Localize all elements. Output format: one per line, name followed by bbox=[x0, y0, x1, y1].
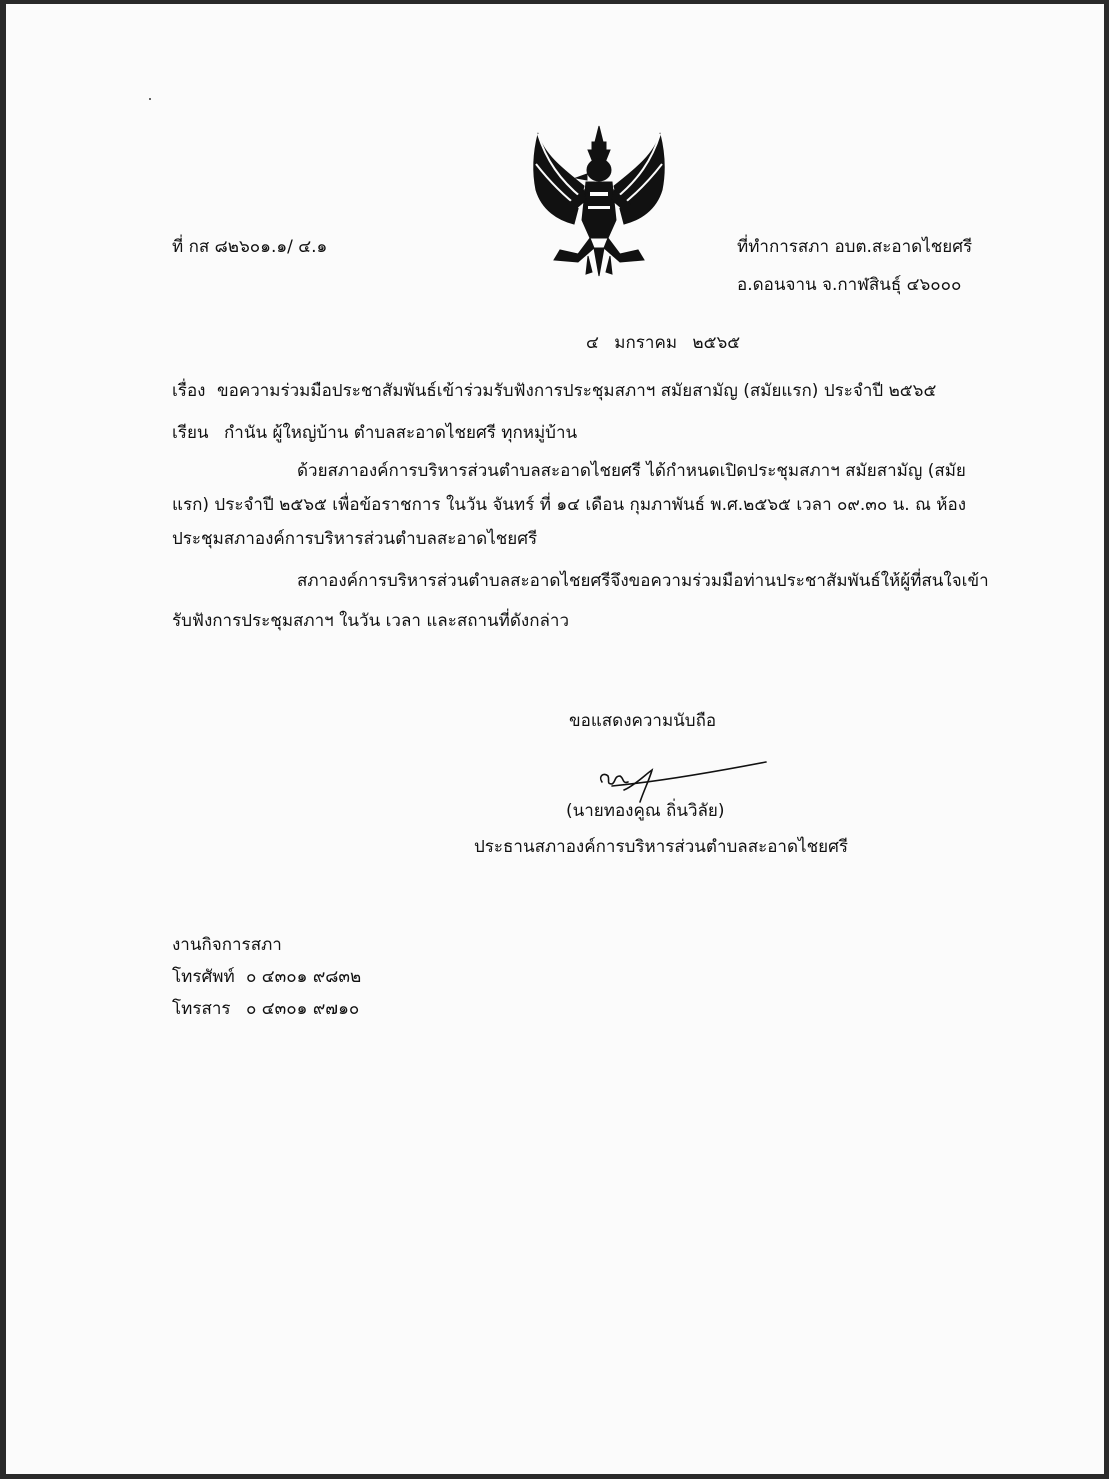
paper-speck bbox=[149, 98, 151, 100]
paragraph2-line1: สภาองค์การบริหารส่วนตำบลสะอาดไชยศรีจึงขอความร่วมมือท่านประชาสัมพันธ์ให้ผู้ที่สนใจเข้า bbox=[297, 571, 989, 591]
paragraph1-line2: แรก) ประจำปี ๒๕๖๕ เพื่อข้อราชการ ในวัน จันทร์ ที่ ๑๔ เดือน กุมภาพันธ์ พ.ศ.๒๕๖๕ เวลา ๐๙.๓๐ น. ณ ห้อง bbox=[172, 495, 966, 515]
closing-text: ขอแสดงความนับถือ bbox=[569, 711, 717, 731]
paragraph1-line1: ด้วยสภาองค์การบริหารส่วนตำบลสะอาดไชยศรี ได้กำหนดเปิดประชุมสภาฯ สมัยสามัญ (สมัย bbox=[297, 461, 966, 481]
footer-fax-label: โทรสาร bbox=[172, 999, 231, 1019]
letter-date: ๔ มกราคม ๒๕๖๕ bbox=[586, 333, 741, 353]
paragraph1-line3: ประชุมสภาองค์การบริหารส่วนตำบลสะอาดไชยศรี bbox=[172, 529, 538, 549]
letter-page bbox=[6, 4, 1104, 1474]
paragraph2-line2: รับฟังการประชุมสภาฯ ในวัน เวลา และสถานที่ดังกล่าว bbox=[172, 611, 570, 631]
subject-text: ขอความร่วมมือประชาสัมพันธ์เข้าร่วมรับฟังการประชุมสภาฯ สมัยสามัญ (สมัยแรก) ประจำปี ๒๕๖๕ bbox=[217, 381, 937, 401]
office-address-line1: ที่ทำการสภา อบต.สะอาดไชยศรี bbox=[737, 237, 973, 257]
salutation-text: กำนัน ผู้ใหญ่บ้าน ตำบลสะอาดไชยศรี ทุกหมู่บ้าน bbox=[224, 423, 578, 443]
footer-unit: งานกิจการสภา bbox=[172, 935, 282, 955]
signer-name: (นายทองคูณ ถิ่นวิลัย) bbox=[566, 801, 725, 821]
footer-phone-label: โทรศัพท์ bbox=[172, 967, 235, 987]
reference-number: ที่ กส ๘๒๖๐๑.๑/ ๔.๑ bbox=[172, 237, 328, 257]
signer-title: ประธานสภาองค์การบริหารส่วนตำบลสะอาดไชยศรี bbox=[474, 837, 848, 857]
subject-label: เรื่อง bbox=[172, 381, 206, 401]
footer-fax-number: ๐ ๔๓๐๑ ๙๗๑๐ bbox=[246, 999, 360, 1019]
salutation-label: เรียน bbox=[172, 423, 209, 443]
garuda-emblem-icon bbox=[524, 120, 674, 278]
office-address-line2: อ.ดอนจาน จ.กาฬสินธุ์ ๔๖๐๐๐ bbox=[737, 275, 962, 295]
footer-phone-number: ๐ ๔๓๐๑ ๙๘๓๒ bbox=[246, 967, 362, 987]
